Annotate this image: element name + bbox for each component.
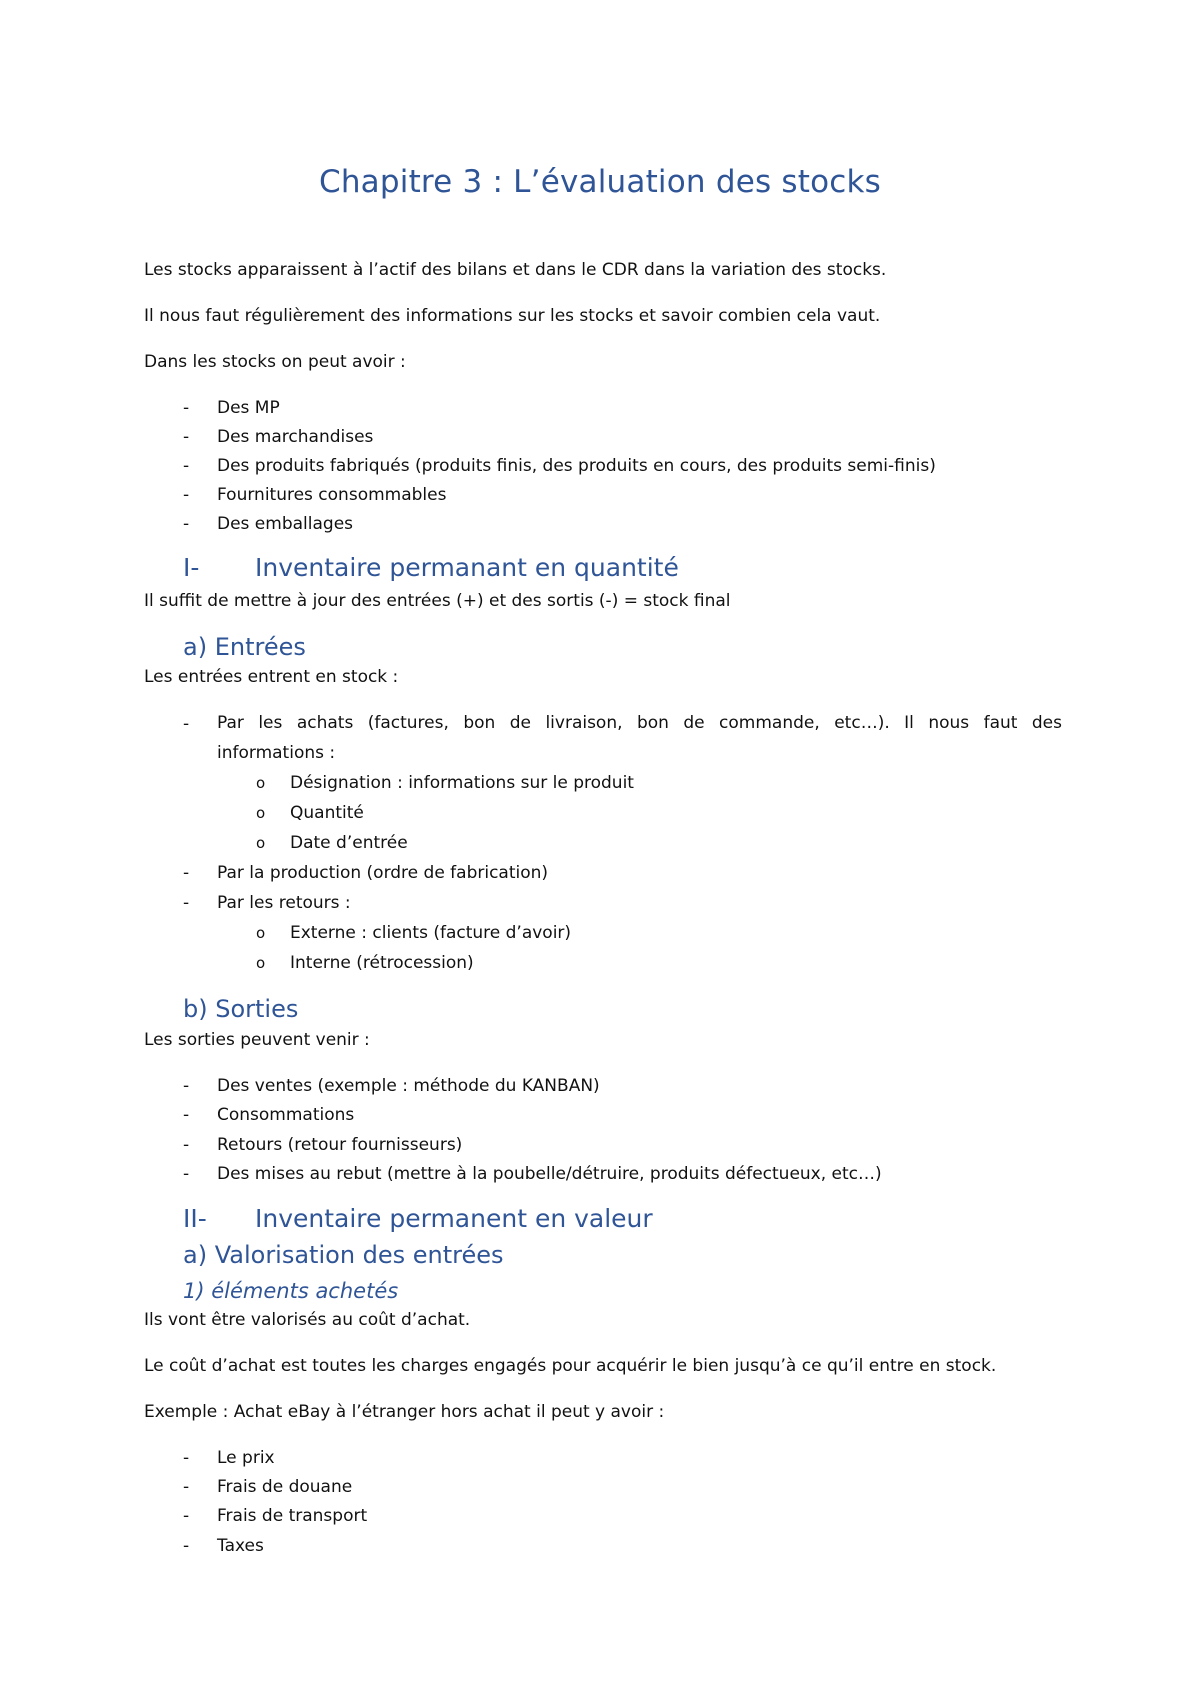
intro-paragraph-3: Dans les stocks on peut avoir : [144, 352, 406, 372]
intro-paragraph-2: Il nous faut régulièrement des informations sur les stocks et savoir combien cela vaut. [144, 306, 881, 326]
list-item: Frais de douane [217, 1477, 353, 1497]
list-item: Par les retours : [217, 893, 351, 913]
list-item: Des MP [217, 398, 280, 418]
list-dash: - [183, 893, 190, 913]
list-item: Par la production (ordre de fabrication) [217, 863, 549, 883]
list-dash: - [183, 456, 190, 476]
sub-list-item: Quantité [290, 803, 364, 823]
list-dash: - [183, 1105, 190, 1125]
list-dash: - [183, 427, 190, 447]
list-item: Retours (retour fournisseurs) [217, 1135, 463, 1155]
list-item: Des marchandises [217, 427, 374, 447]
circle-bullet: o [256, 834, 266, 852]
list-item: Des produits fabriqués (produits finis, des produits en cours, des produits semi-finis) [217, 456, 936, 476]
list-dash: - [183, 398, 190, 418]
list-dash: - [183, 1536, 190, 1556]
list-dash: - [183, 863, 190, 883]
intro-paragraph-1: Les stocks apparaissent à l’actif des bilans et dans le CDR dans la variation des stocks. [144, 260, 887, 280]
circle-bullet: o [256, 774, 266, 792]
section-1-text: Il suffit de mettre à jour des entrées (+) et des sortis (-) = stock final [144, 591, 731, 611]
list-item: Des ventes (exemple : méthode du KANBAN) [217, 1076, 600, 1096]
sub-list-item: Externe : clients (facture d’avoir) [290, 923, 572, 943]
entrees-intro: Les entrées entrent en stock : [144, 667, 399, 687]
page-title: Chapitre 3 : L’évaluation des stocks [318, 164, 881, 200]
circle-bullet: o [256, 804, 266, 822]
list-dash: - [183, 1135, 190, 1155]
section-2-heading: Inventaire permanent en valeur [255, 1204, 653, 1233]
section-1-heading: Inventaire permanant en quantité [255, 553, 679, 582]
section-2-number: II- [183, 1204, 207, 1233]
elements-achetes-heading: 1) éléments achetés [183, 1279, 399, 1303]
section-2-paragraph-3: Exemple : Achat eBay à l’étranger hors achat il peut y avoir : [144, 1402, 665, 1422]
list-item: Frais de transport [217, 1506, 368, 1526]
sub-list-item: Désignation : informations sur le produit [290, 773, 634, 793]
circle-bullet: o [256, 954, 266, 972]
list-dash: - [183, 714, 190, 734]
list-item: Des emballages [217, 514, 354, 534]
circle-bullet: o [256, 924, 266, 942]
section-2-paragraph-1: Ils vont être valorisés au coût d’achat. [144, 1310, 471, 1330]
list-dash: - [183, 485, 190, 505]
entrees-achats-line-1: Par les achats (factures, bon de livraison, bon de commande, etc…). Il nous faut des [217, 713, 1062, 733]
list-item: Consommations [217, 1105, 355, 1125]
list-item: Fournitures consommables [217, 485, 447, 505]
entrees-heading: a) Entrées [183, 633, 306, 661]
list-dash: - [183, 1448, 190, 1468]
entrees-achats-line-2: informations : [217, 743, 336, 763]
section-1-number: I- [183, 553, 200, 582]
list-dash: - [183, 1076, 190, 1096]
sub-list-item: Interne (rétrocession) [290, 953, 474, 973]
list-item: Des mises au rebut (mettre à la poubelle/détruire, produits défectueux, etc…) [217, 1164, 882, 1184]
sub-list-item: Date d’entrée [290, 833, 408, 853]
sorties-heading: b) Sorties [183, 995, 299, 1023]
list-dash: - [183, 1506, 190, 1526]
sorties-intro: Les sorties peuvent venir : [144, 1030, 370, 1050]
list-item: Taxes [217, 1536, 264, 1556]
list-dash: - [183, 1477, 190, 1497]
valorisation-heading: a) Valorisation des entrées [183, 1241, 504, 1269]
list-dash: - [183, 1164, 190, 1184]
list-dash: - [183, 514, 190, 534]
list-item: Le prix [217, 1448, 275, 1468]
section-2-paragraph-2: Le coût d’achat est toutes les charges engagés pour acquérir le bien jusqu’à ce qu’il entre en stock. [144, 1356, 997, 1376]
